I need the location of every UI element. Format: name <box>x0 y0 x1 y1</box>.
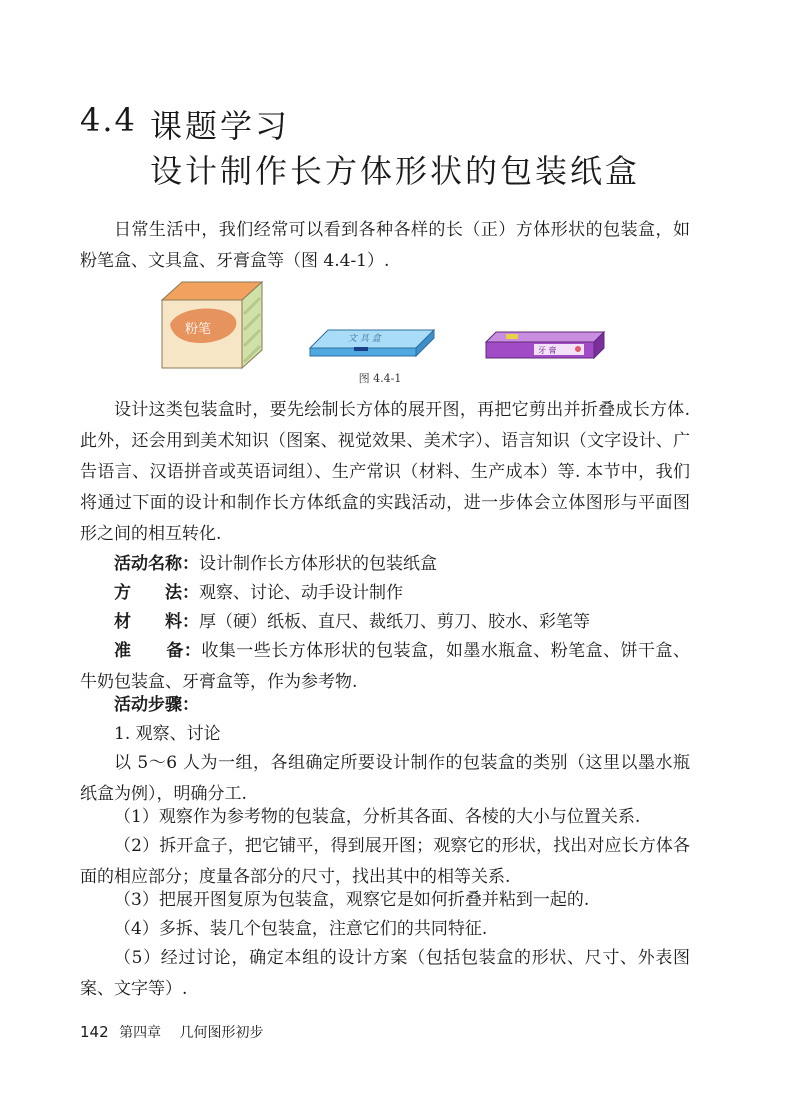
chalk-box-illustration <box>162 282 262 368</box>
design-paragraph: 设计这类包装盒时，要先绘制长方体的展开图，再把它剪出并折叠成长方体. 此外，还会用到美术知识（图案、视觉效果、美术字）、语言知识（文字设计、广告语言、汉语拼音或英语词组）、生产常识（材料、生产成本）等. 本节中，我们将通过下面的设计和制作长方体纸盒的实践活动，进一步体会立体图形与平面图形之间的相互转化. <box>80 400 690 544</box>
chalk-box-label: 粉笔 <box>185 322 212 337</box>
activity-name-value: 设计制作长方体形状的包装纸盒 <box>199 554 437 574</box>
figure-caption: 图 4.4-1 <box>358 372 402 385</box>
activity-method-line <box>80 578 690 609</box>
step-item-1: （1）观察作为参考物的包装盒，分析其各面、各棱的大小与位置关系. <box>114 807 641 827</box>
toothpaste-box-illustration <box>486 332 604 358</box>
pencil-box-label: 文 具 盒 <box>348 334 381 344</box>
activity-method-label: 方 法： <box>114 583 199 603</box>
intro-paragraph: 日常生活中，我们经常可以看到各种各样的长（正）方体形状的包装盒，如粉笔盒、文具盒、牙膏盒等（图 4.4-1）. <box>80 220 690 271</box>
activity-material-value: 厚（硬）纸板、直尺、裁纸刀、剪刀、胶水、彩笔等 <box>199 612 590 632</box>
toothpaste-box-flower <box>575 346 581 352</box>
chapter-title: 几何图形初步 <box>179 1025 264 1041</box>
section-title: 课题学习 <box>150 107 291 145</box>
activity-steps-line <box>80 690 690 721</box>
pencil-box-clasp <box>354 347 368 351</box>
activity-material-label: 材 料： <box>114 612 199 632</box>
activity-name-line <box>80 549 690 580</box>
activity-steps-label: 活动步骤： <box>114 695 199 715</box>
step-item-5: （5）经过讨论，确定本组的设计方案（包括包装盒的形状、尺寸、外表图案、文字等）. <box>80 948 690 999</box>
step1-paragraph: 以 5～6 人为一组，各组确定所要设计制作的包装盒的类别（这里以墨水瓶纸盒为例），明确分工. <box>80 753 690 804</box>
step-item-3: （3）把展开图复原为包装盒，观察它是如何折叠并粘到一起的. <box>114 890 590 910</box>
figure-4-4-1 <box>150 280 630 370</box>
step1-title: 1. 观察、讨论 <box>114 724 221 744</box>
activity-method-value: 观察、讨论、动手设计制作 <box>199 583 403 603</box>
toothpaste-box-top <box>486 332 604 342</box>
page-number: 142 <box>80 1023 109 1041</box>
step-item-4: （4）多拆、装几个包装盒，注意它们的共同特征. <box>114 919 488 939</box>
activity-prep-label: 准 备： <box>114 641 202 661</box>
chapter-number: 第四章 <box>119 1025 162 1041</box>
activity-material-line <box>80 607 690 638</box>
pencil-box-illustration <box>310 330 434 356</box>
activity-prep-line <box>80 636 690 698</box>
page-footer <box>80 1022 264 1042</box>
section-number: 4.4 <box>80 101 137 139</box>
activity-name-label: 活动名称： <box>114 554 199 574</box>
step-item-2: （2）拆开盒子，把它铺平，得到展开图；观察它的形状，找出对应长方体各面的相应部分；度量各部分的尺寸，找出其中的相等关系. <box>80 836 690 887</box>
activity-prep-value: 收集一些长方体形状的包装盒，如墨水瓶盒、粉笔盒、饼干盒、牛奶包装盒、牙膏盒等，作为参考物. <box>80 641 690 692</box>
toothpaste-box-tag <box>506 334 518 339</box>
toothpaste-box-label: 牙 膏 <box>538 346 557 355</box>
section-subtitle: 设计制作长方体形状的包装纸盒 <box>150 152 641 190</box>
